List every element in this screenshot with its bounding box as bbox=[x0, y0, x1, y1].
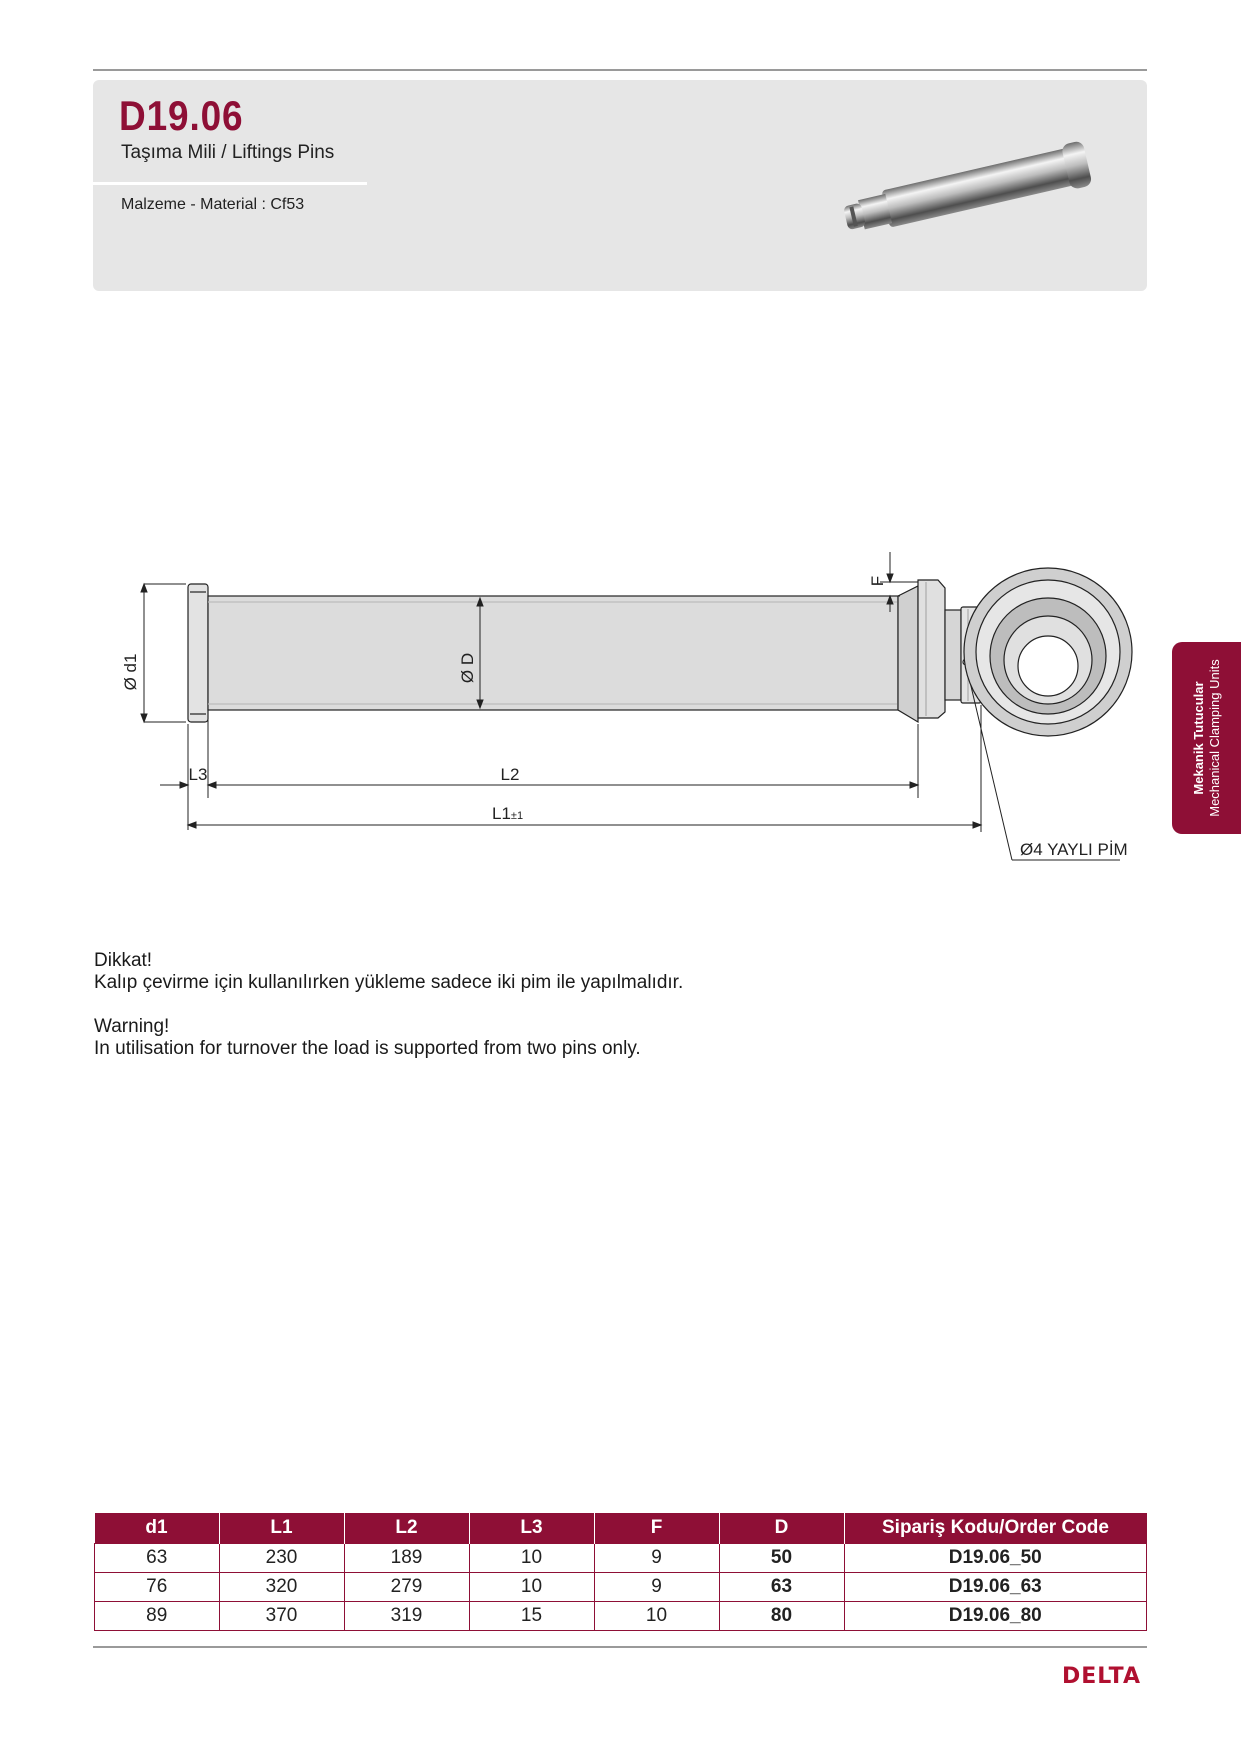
order-code-cell: D19.06_80 bbox=[844, 1602, 1147, 1631]
cell: 63 bbox=[95, 1544, 220, 1573]
cell: 15 bbox=[469, 1602, 594, 1631]
product-code-title: D19.06 bbox=[119, 92, 244, 139]
dim-F-label: F bbox=[868, 575, 887, 587]
svg-text:L1±1 bbox=[492, 804, 523, 823]
cell: 319 bbox=[344, 1602, 469, 1631]
cell: 10 bbox=[594, 1602, 719, 1631]
cell: 89 bbox=[95, 1602, 220, 1631]
order-code-cell: D19.06_50 bbox=[844, 1544, 1147, 1573]
table-header-row bbox=[95, 1513, 1147, 1544]
cell: 63 bbox=[719, 1573, 844, 1602]
dim-L2-label: L2 bbox=[500, 765, 520, 784]
dim-L1-label: L1 bbox=[492, 804, 511, 823]
cell: 279 bbox=[344, 1573, 469, 1602]
col-header-order-code: Sipariş Kodu/Order Code bbox=[844, 1513, 1147, 1544]
spring-pin-label: Ø4 YAYLI PİM bbox=[1020, 840, 1128, 859]
bottom-rule bbox=[93, 1646, 1147, 1648]
section-tab bbox=[1172, 642, 1241, 834]
col-header-d1: d1 bbox=[95, 1513, 220, 1544]
warning-text-en: In utilisation for turnover the load is supported from two pins only. bbox=[94, 1038, 641, 1059]
dim-L1-tolerance: ±1 bbox=[510, 810, 524, 822]
technical-drawing bbox=[100, 540, 1128, 870]
cell: 76 bbox=[95, 1573, 220, 1602]
cell: 10 bbox=[469, 1544, 594, 1573]
cell: 189 bbox=[344, 1544, 469, 1573]
dim-L3-label: L3 bbox=[188, 765, 208, 784]
material-label: Malzeme - Material : Cf53 bbox=[121, 196, 305, 213]
warning-notes bbox=[94, 950, 683, 1060]
delta-logo: DELTA bbox=[1062, 1664, 1141, 1689]
table-row bbox=[95, 1544, 1147, 1573]
cell: 10 bbox=[469, 1573, 594, 1602]
col-header-F: F bbox=[594, 1513, 719, 1544]
col-header-L1: L1 bbox=[219, 1513, 344, 1544]
col-header-L3: L3 bbox=[469, 1513, 594, 1544]
warning-title-tr: Dikkat! bbox=[94, 950, 153, 971]
dim-D-label: Ø D bbox=[458, 652, 477, 684]
warning-title-en: Warning! bbox=[94, 1016, 170, 1037]
cell: 80 bbox=[719, 1602, 844, 1631]
section-tab-title: Mekanik Tutucular bbox=[1190, 681, 1206, 795]
table-row bbox=[95, 1573, 1147, 1602]
top-rule bbox=[93, 69, 1147, 71]
dim-d1-label: Ø d1 bbox=[121, 653, 140, 691]
warning-text-tr: Kalıp çevirme için kullanılırken yükleme sadece iki pim ile yapılmalıdır. bbox=[94, 972, 684, 993]
product-subtitle: Taşıma Mili / Liftings Pins bbox=[121, 142, 335, 163]
cell: 9 bbox=[594, 1544, 719, 1573]
product-photo bbox=[828, 122, 1118, 252]
cell: 230 bbox=[219, 1544, 344, 1573]
cell: 9 bbox=[594, 1573, 719, 1602]
cell: 320 bbox=[219, 1573, 344, 1602]
order-code-cell: D19.06_63 bbox=[844, 1573, 1147, 1602]
section-tab-subtitle: Mechanical Clamping Units bbox=[1206, 659, 1222, 817]
dimension-table bbox=[94, 1513, 1147, 1631]
col-header-D: D bbox=[719, 1513, 844, 1544]
header-divider bbox=[93, 182, 367, 185]
cell: 50 bbox=[719, 1544, 844, 1573]
col-header-L2: L2 bbox=[344, 1513, 469, 1544]
cell: 370 bbox=[219, 1602, 344, 1631]
table-row bbox=[95, 1602, 1147, 1631]
